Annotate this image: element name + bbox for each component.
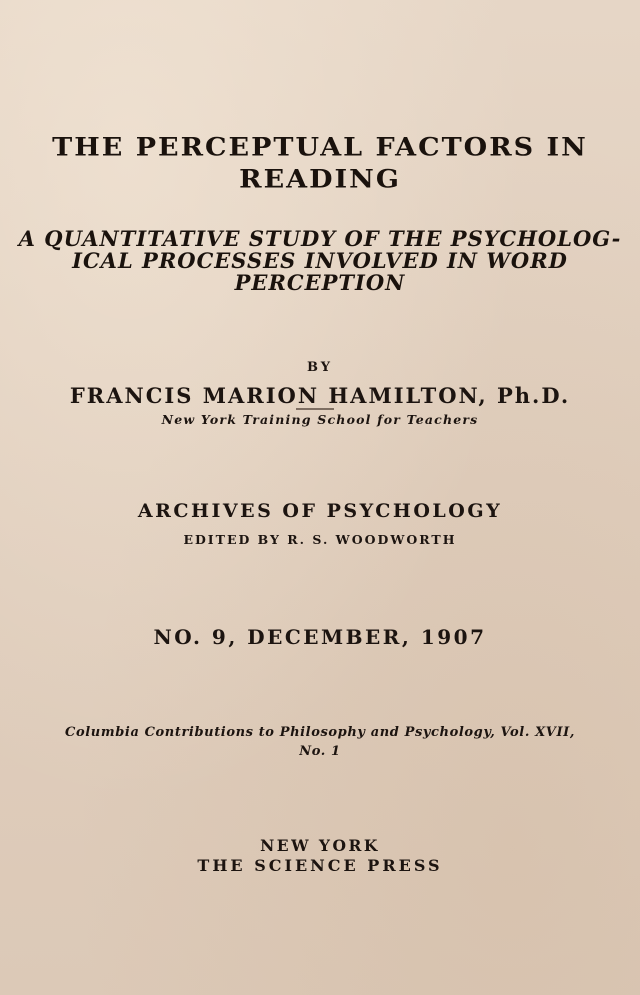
subtitle-line-1: A QUANTITATIVE STUDY OF THE PSYCHOLOG- bbox=[18, 226, 622, 251]
contributions-line-2: No. 1 bbox=[299, 744, 341, 759]
issue-number: NO. 9, DECEMBER, 1907 bbox=[153, 625, 487, 649]
series-name: ARCHIVES OF PSYCHOLOGY bbox=[137, 500, 503, 522]
author-underline-mark bbox=[296, 408, 334, 410]
series-editor: EDITED BY R. S. WOODWORTH bbox=[183, 532, 457, 547]
subtitle-line-2: ICAL PROCESSES INVOLVED IN WORD bbox=[72, 248, 568, 273]
subtitle-line-3: PERCEPTION bbox=[234, 270, 406, 295]
book-title-line-2: READING bbox=[239, 164, 401, 195]
imprint-publisher: THE SCIENCE PRESS bbox=[197, 856, 443, 875]
author-name: FRANCIS MARION HAMILTON, Ph.D. bbox=[69, 383, 571, 408]
author-affiliation: New York Training School for Teachers bbox=[161, 412, 479, 427]
book-title-line-1: THE PERCEPTUAL FACTORS IN bbox=[52, 132, 588, 163]
imprint-city: NEW YORK bbox=[260, 836, 380, 855]
contributions-line-1: Columbia Contributions to Philosophy and Psychology, Vol. XVII, bbox=[65, 725, 575, 740]
byline: BY bbox=[306, 360, 334, 375]
